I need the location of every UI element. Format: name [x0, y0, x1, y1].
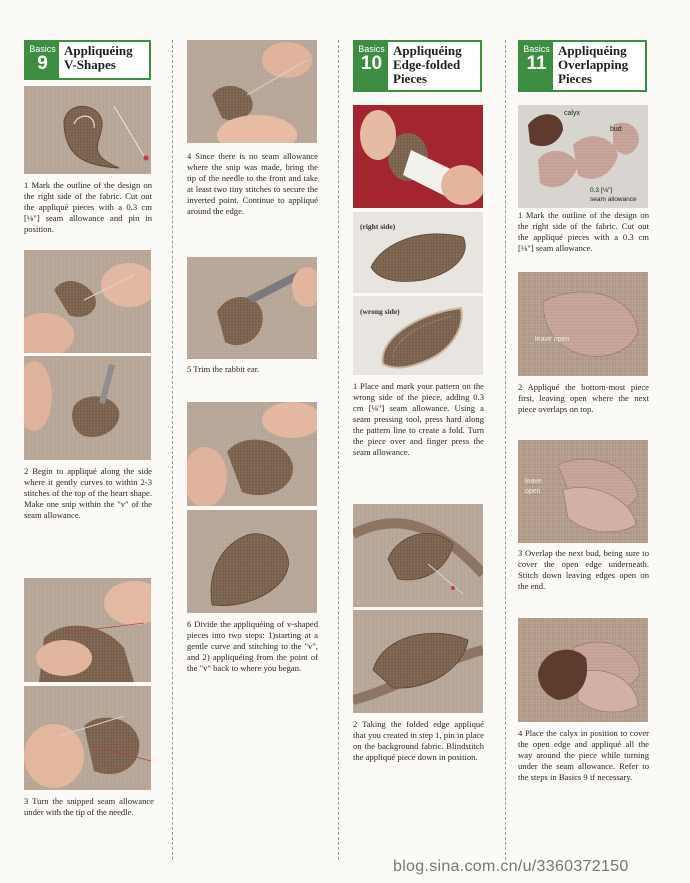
caption-basics10-step2: 2 Taking the folded edge appliqué that you created in step 1, pin in place on the background fabric. Blindstitch the appliqué piece down in position.: [353, 719, 484, 762]
caption-basics11-step1: 1 Mark the outline of the design on the right side of the fabric. Cut out the appliqué pieces with a 0.3 cm [⅛"] seam allowance.: [518, 210, 649, 253]
caption-basics9-step1: 1 Mark the outline of the design on the right side of the fabric. Cut out the appliqué pieces with a 0.3 cm [⅛"] seam allowance and pin in position.: [24, 180, 152, 234]
badge-number: 9: [37, 53, 48, 74]
label-seam-allowance: seam allowance: [590, 196, 637, 203]
label-open: open: [525, 488, 541, 495]
caption-basics10-step1: 1 Place and mark your pattern on the wrong side of the piece, adding 0.3 cm [⅛"] seam allowance. Using a seam pressing tool, press hard along the pattern line to create a fold. Turn the piece over and finger press the seam allowance.: [353, 381, 484, 457]
badge-label: Basics: [523, 44, 550, 54]
section-header-basics-10: [353, 40, 482, 92]
photo-appliqueing-curve: [24, 250, 151, 353]
caption-basics9-step4: 4 Since there is no seam allowance where the snip was made, bring the tip of the needle to the front and take at least two tiny stitches to secure the inverted point. Continue to appliqué around the edge.: [187, 151, 318, 216]
photo-label-wrong-side: (wrong side): [360, 307, 400, 316]
badge-number: 11: [526, 53, 547, 74]
section-title: Appliquéing V-Shapes: [64, 43, 133, 72]
photo-label-right-side: (right side): [360, 222, 396, 231]
photo-calyx-placed: [518, 618, 648, 722]
photo-snip-v: [24, 356, 151, 460]
section-title: Appliquéing Edge-folded Pieces: [393, 43, 462, 86]
label-leave-open: leave open: [535, 336, 570, 343]
photo-calyx-bud-pieces: [518, 105, 648, 208]
caption-basics11-step3: 3 Overlap the next bud, being sure to cover the open edge underneath. Stitch down leaving edges open on the end.: [518, 548, 649, 591]
photo-pinned-leaf: [353, 504, 483, 607]
photo-finished-v: [187, 510, 317, 613]
badge-number: 10: [360, 53, 383, 74]
column-divider-1: [172, 40, 173, 860]
label-calyx: calyx: [564, 110, 580, 117]
basics-badge: [355, 42, 388, 90]
photo-turn-seam: [24, 578, 151, 682]
badge-label: Basics: [29, 44, 56, 54]
photo-v-stitch: [187, 402, 317, 506]
label-bud: bud: [610, 126, 622, 133]
caption-basics9-step6: 6 Divide the appliquéing of v-shaped pieces into two steps: 1)starting at a gentle curve and stitching to the "v", and 2) appliquéing from the point of the "v" back to where you began.: [187, 619, 318, 673]
photo-blindstitched-leaf: [353, 610, 483, 713]
photo-pressing-tool: [353, 105, 483, 208]
photo-tiny-stitches: [187, 40, 317, 143]
photo-bottom-piece: [518, 272, 648, 376]
section-title: Appliquéing Overlapping Pieces: [558, 43, 629, 86]
column-divider-2: [338, 40, 339, 860]
label-leave: leave: [525, 478, 542, 485]
photo-needle-tip: [24, 686, 151, 790]
label-measure: 0.3 [⅛"]: [590, 187, 613, 194]
caption-basics9-step3: 3 Turn the snipped seam allowance under with the tip of the needle.: [24, 796, 154, 817]
caption-basics11-step4: 4 Place the calyx in position to cover the open edge and appliqué all the way around the piece while turning under the seam allowance. Refer to the steps in Basics 9 if necessary.: [518, 728, 649, 782]
basics-badge: [520, 42, 553, 90]
column-divider-3: [505, 40, 506, 860]
basics-badge: [26, 42, 59, 78]
photo-trim-ear: [187, 257, 317, 359]
caption-basics11-step2: 2 Appliqué the bottom-most piece first, leaving open where the next piece overlaps on top.: [518, 382, 649, 414]
caption-basics9-step2: 2 Begin to appliqué along the side where it gently curves to within 2-3 stitches of the top of the heart shape. Make one snip within the "v" of the seam allowance.: [24, 466, 152, 520]
photo-heart-pinned: [24, 86, 151, 174]
section-header-basics-9: [24, 40, 151, 80]
caption-basics9-step5: 5 Trim the rabbit ear.: [187, 364, 260, 374]
badge-label: Basics: [358, 44, 385, 54]
section-header-basics-11: [518, 40, 647, 92]
watermark: blog.sina.com.cn/u/3360372150: [393, 858, 629, 875]
